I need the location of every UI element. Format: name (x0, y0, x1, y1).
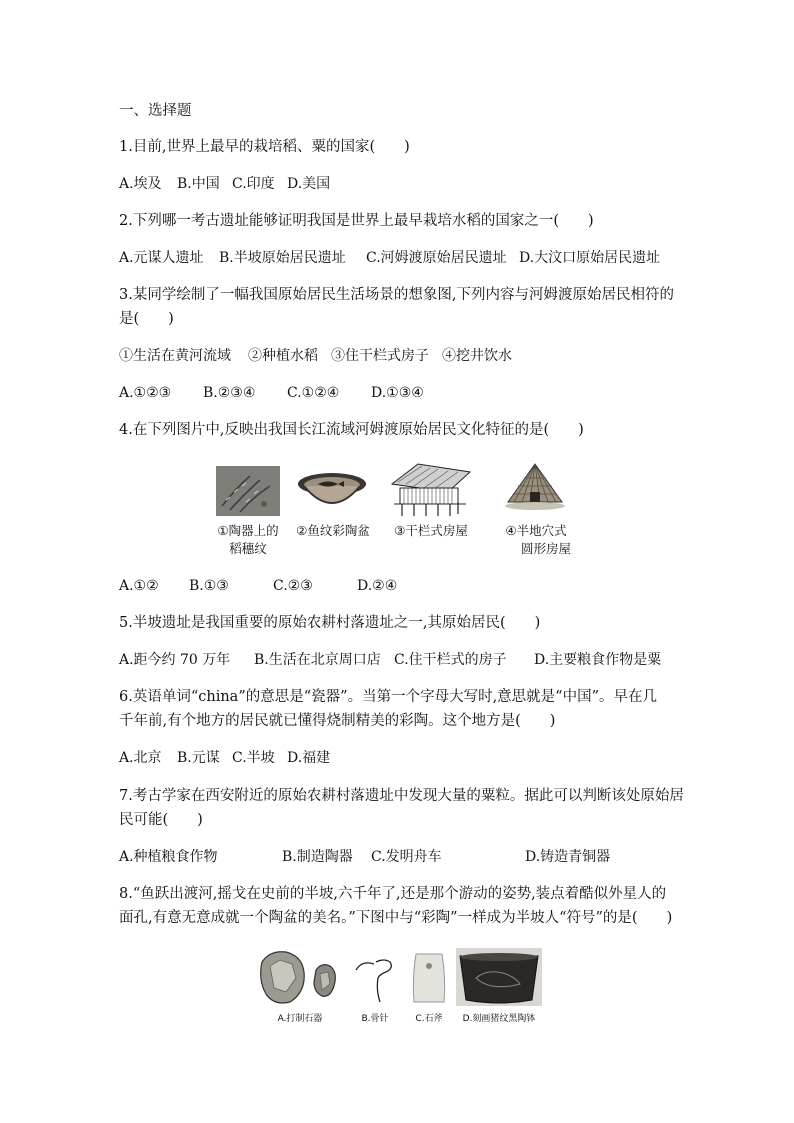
q2-option-d: D.大汶口原始居民遗址 (519, 250, 661, 266)
q3-item-4: ④挖井饮水 (442, 348, 512, 364)
q3-option-b: B.②③④ (203, 385, 256, 401)
q5-stem: 5.半坡遗址是我国重要的原始农耕村落遗址之一,其原始居民( ) (119, 615, 541, 631)
q7-option-b: B.制造陶器 (282, 849, 353, 865)
q8-figure-bone-needle (352, 956, 402, 1006)
q7-stem-line2: 民可能( ) (119, 812, 203, 828)
q6-option-a: A.北京 (119, 750, 162, 766)
q4-caption-1-line2: 稻穗纹 (229, 541, 267, 556)
q8-caption-c: C.石斧 (415, 1014, 443, 1024)
q5-option-a: A.距今约 70 万年 (119, 652, 231, 668)
q4-caption-2: ②鱼纹彩陶盆 (296, 523, 370, 538)
q3-option-d: D.①③④ (371, 385, 424, 401)
q2-stem: 2.下列哪一考古遗址能够证明我国是世界上最早栽培水稻的国家之一( ) (119, 213, 594, 229)
q8-caption-a: A.打制石器 (277, 1014, 323, 1024)
q4-option-d: D.②④ (357, 578, 398, 594)
q3-item-3: ③住干栏式房子 (331, 348, 429, 364)
q2-option-b: B.半坡原始居民遗址 (219, 250, 346, 266)
q7-option-d: D.铸造青铜器 (525, 849, 611, 865)
q4-option-b: B.①③ (189, 578, 229, 594)
q4-caption-1-line1: ①陶器上的 (217, 523, 279, 538)
q2-option-c: C.河姆渡原始居民遗址 (366, 250, 507, 266)
q3-option-c: C.①②④ (287, 385, 340, 401)
q6-option-b: B.元谋 (177, 750, 220, 766)
q1-option-b: B.中国 (177, 176, 220, 192)
q1-option-a: A.埃及 (119, 176, 162, 192)
q4-option-c: C.②③ (273, 578, 313, 594)
q6-option-c: C.半坡 (232, 750, 275, 766)
q5-option-b: B.生活在北京周口店 (254, 652, 381, 668)
q1-option-c: C.印度 (232, 176, 275, 192)
q3-stem-line2: 是( ) (119, 311, 174, 327)
q3-item-1: ①生活在黄河流域 (119, 348, 231, 364)
q3-item-2: ②种植水稻 (248, 348, 318, 364)
q6-stem-line1: 6.英语单词“china”的意思是“瓷器”。当第一个字母大写时,意思就是“中国”。早在几 (119, 689, 657, 705)
q3-option-a: A.①②③ (119, 385, 172, 401)
q1-stem: 1.目前,世界上最早的栽培稻、粟的国家( ) (119, 139, 410, 155)
q8-figure-stone-axe (408, 950, 450, 1006)
q8-caption-b: B.骨针 (361, 1014, 389, 1024)
q8-caption-d: D.刻画猪纹黑陶钵 (462, 1014, 536, 1024)
q8-stem-line1: 8.“鱼跃出渡河,摇戈在史前的半坡,六千年了,还是那个游动的姿势,装点着酷似外星人的 (119, 886, 667, 902)
q4-caption-4-line1: ④半地穴式 (505, 523, 567, 538)
q4-stem: 4.在下列图片中,反映出我国长江流域河姆渡原始居民文化特征的是( ) (119, 422, 584, 438)
q4-figure-rice-pottery (216, 466, 280, 516)
q8-figure-black-pottery-bowl (456, 948, 542, 1006)
q3-stem-line1: 3.某同学绘制了一幅我国原始居民生活场景的想象图,下列内容与河姆渡原始居民相符的 (119, 287, 674, 303)
section-title: 一、选择题 (119, 103, 192, 119)
q4-option-a: A.①② (119, 578, 159, 594)
q4-figure-stilt-house (388, 462, 474, 518)
q4-figure-fish-basin (296, 470, 368, 514)
q8-stem-line2: 面孔,有意无意成就一个陶盆的美名。”下图中与“彩陶”一样成为半坡人“符号”的是( ) (119, 910, 673, 926)
q7-stem-line1: 7.考古学家在西安附近的原始农耕村落遗址中发现大量的粟粒。据此可以判断该处原始居 (119, 788, 684, 804)
q4-caption-3: ③干栏式房屋 (394, 523, 468, 538)
q6-stem-line2: 千年前,有个地方的居民就已懂得烧制精美的彩陶。这个地方是( ) (119, 713, 556, 729)
q2-option-a: A.元谋人遗址 (119, 250, 204, 266)
q7-option-c: C.发明舟车 (371, 849, 442, 865)
q4-caption-4-line2: 圆形房屋 (520, 541, 571, 556)
q1-option-d: D.美国 (287, 176, 331, 192)
q8-figure-chipped-stone-tools (256, 948, 344, 1008)
q4-figure-round-hut (500, 462, 570, 518)
q5-option-d: D.主要粮食作物是粟 (534, 652, 662, 668)
q6-option-d: D.福建 (287, 750, 331, 766)
q5-option-c: C.住干栏式的房子 (394, 652, 507, 668)
q7-option-a: A.种植粮食作物 (119, 849, 218, 865)
